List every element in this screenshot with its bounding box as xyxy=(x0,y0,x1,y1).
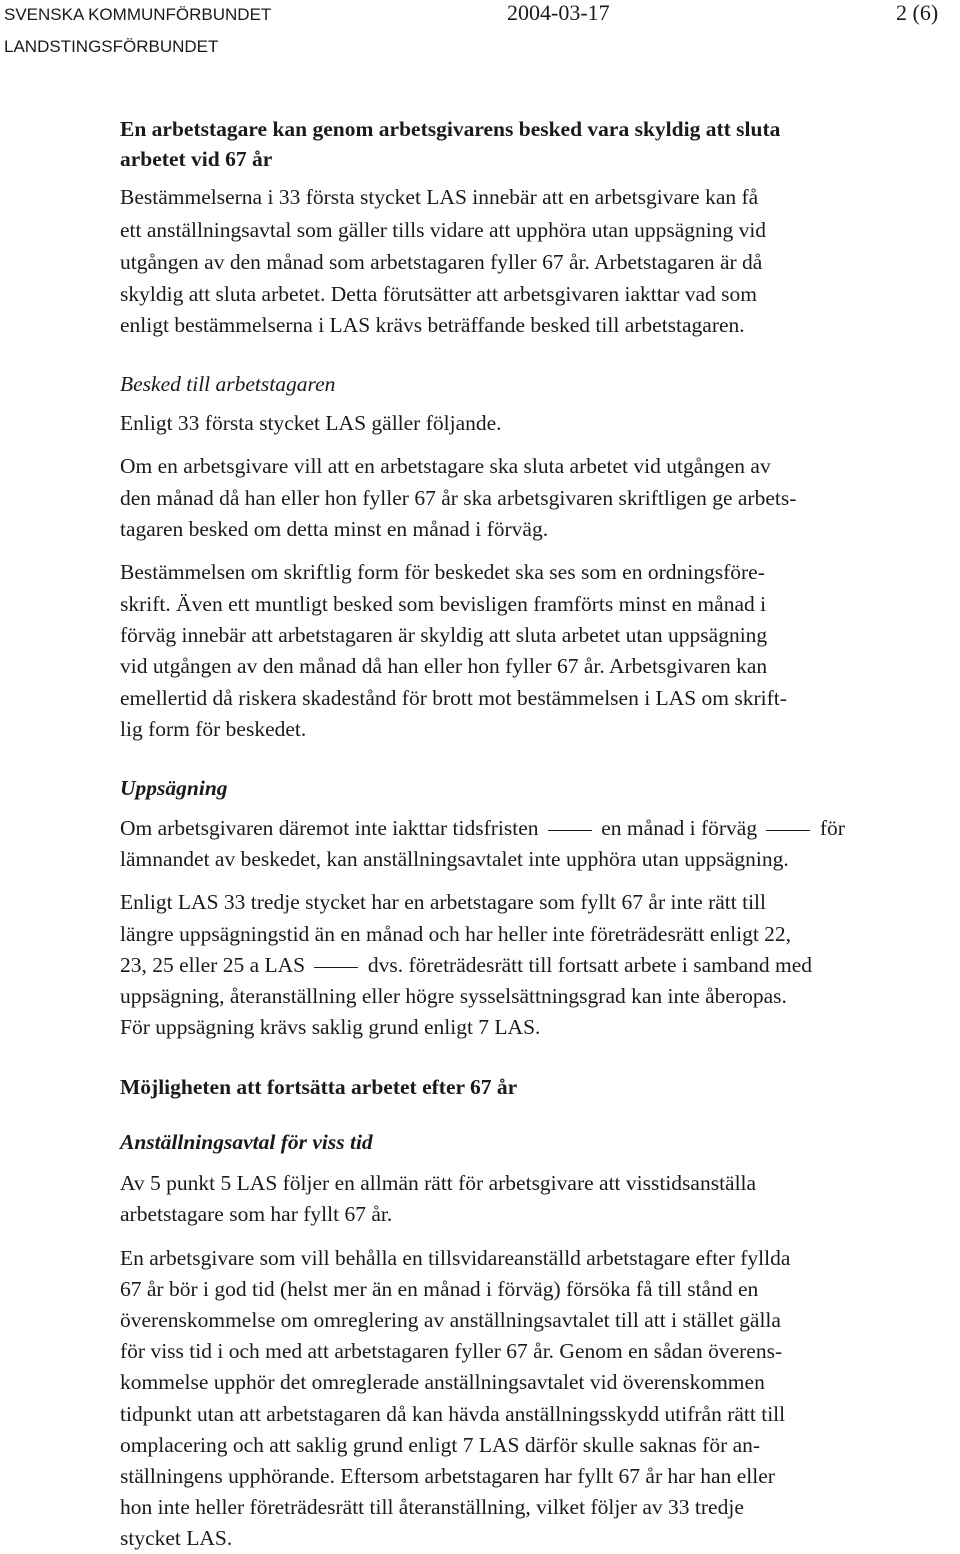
heading-anstallningsavtal: Anställningsavtal för viss tid xyxy=(120,1130,373,1154)
heading-mojligheten: Möjligheten att fortsätta arbetet efter 67 år xyxy=(120,1075,518,1099)
paragraph-line: För uppsägning krävs saklig grund enligt 7 LAS. xyxy=(120,1015,541,1039)
paragraph-line: lig form för beskedet. xyxy=(120,717,307,741)
paragraph-line: Av 5 punkt 5 LAS följer en allmän rätt för arbetsgivare att visstidsanställa xyxy=(120,1171,757,1195)
paragraph-line: förväg innebär att arbetstagaren är skyldig att sluta arbetet utan uppsägning xyxy=(120,623,768,647)
paragraph-line: kommelse upphör det omreglerade anställningsavtalet vid överenskommen xyxy=(120,1370,765,1394)
document-body xyxy=(120,0,910,1554)
heading-besked: Besked till arbetstagaren xyxy=(120,372,336,396)
paragraph-line: uppsägning, återanställning eller högre sysselsättningsgrad kan inte åberopas. xyxy=(120,984,787,1008)
paragraph-line: utgången av den månad som arbetstagaren fyller 67 år. Arbetstagaren är då xyxy=(120,250,763,274)
paragraph-line: emellertid då riskera skadestånd för brott mot bestämmelsen i LAS om skrift- xyxy=(120,686,787,710)
paragraph-line: En arbetsgivare som vill behålla en tillsvidareanställd arbetstagare efter fyllda xyxy=(120,1246,791,1270)
paragraph-line: ställningens upphörande. Eftersom arbetstagaren har fyllt 67 år har han eller xyxy=(120,1464,775,1488)
org-name-1: SVENSKA KOMMUNFÖRBUNDET xyxy=(4,5,272,24)
paragraph-line: Enligt LAS 33 tredje stycket har en arbetstagare som fyllt 67 år inte rätt till xyxy=(120,890,767,914)
paragraph-line: skrift. Även ett muntligt besked som bevisligen framförts minst en månad i xyxy=(120,592,767,616)
paragraph-line: skyldig att sluta arbetet. Detta förutsätter att arbetsgivaren iakttar vad som xyxy=(120,282,758,306)
paragraph-line xyxy=(120,818,845,840)
paragraph-line: stycket LAS. xyxy=(120,1526,233,1550)
document-date: 2004-03-17 xyxy=(507,0,610,25)
paragraph-line: Bestämmelsen om skriftlig form för beskedet ska ses som en ordningsföre- xyxy=(120,560,765,584)
paragraph-line: arbetstagare som har fyllt 67 år. xyxy=(120,1202,393,1226)
paragraph-line: 67 år bör i god tid (helst mer än en månad i förväg) försöka få till stånd en xyxy=(120,1277,759,1301)
heading-skyldig-line-2: arbetet vid 67 år xyxy=(120,147,273,171)
paragraph-line: längre uppsägningstid än en månad och har heller inte företrädesrätt enligt 22, xyxy=(120,922,792,946)
heading-skyldig-line-1: En arbetstagare kan genom arbetsgivarens besked vara skyldig att sluta xyxy=(120,117,781,141)
heading-uppsagning: Uppsägning xyxy=(120,776,228,800)
text-segment: en månad i förväg xyxy=(601,816,758,840)
paragraph-line xyxy=(120,955,812,977)
paragraph-line: Enligt 33 första stycket LAS gäller följande. xyxy=(120,411,502,435)
paragraph-line: Bestämmelserna i 33 första stycket LAS innebär att en arbetsgivare kan få xyxy=(120,185,759,209)
text-segment: Om arbetsgivaren däremot inte iakttar tidsfristen xyxy=(120,816,539,840)
org-name-2: LANDSTINGSFÖRBUNDET xyxy=(4,37,219,56)
em-dash xyxy=(766,830,810,831)
paragraph-line: tidpunkt utan att arbetstagaren då kan hävda anställningsskydd utifrån rätt till xyxy=(120,1402,786,1426)
paragraph-line: vid utgången av den månad då han eller hon fyller 67 år. Arbetsgivaren kan xyxy=(120,654,768,678)
text-segment: 23, 25 eller 25 a LAS xyxy=(120,953,306,977)
paragraph-line: enligt bestämmelserna i LAS krävs beträffande besked till arbetstagaren. xyxy=(120,313,745,337)
paragraph-line: ett anställningsavtal som gäller tills vidare att upphöra utan uppsägning vid xyxy=(120,218,767,242)
em-dash xyxy=(314,967,358,968)
paragraph-line: lämnandet av beskedet, kan anställningsavtalet inte upphöra utan uppsägning. xyxy=(120,847,789,871)
text-segment: för xyxy=(819,816,845,840)
text-segment: dvs. företrädesrätt till fortsatt arbete i samband med xyxy=(367,953,813,977)
paragraph-line: överenskommelse om omreglering av anställningsavtalet till att i stället gälla xyxy=(120,1308,781,1332)
paragraph-line: omplacering och att saklig grund enligt 7 LAS därför skulle saknas för an- xyxy=(120,1433,761,1457)
paragraph-line: hon inte heller företrädesrätt till återanställning, vilket följer av 33 tredje xyxy=(120,1495,744,1519)
paragraph-line: Om en arbetsgivare vill att en arbetstagare ska sluta arbetet vid utgången av xyxy=(120,454,771,478)
paragraph-line: för viss tid i och med att arbetstagaren fyller 67 år. Genom en sådan överens- xyxy=(120,1339,783,1363)
page-number: 2 (6) xyxy=(896,0,939,25)
paragraph-line: tagaren besked om detta minst en månad i förväg. xyxy=(120,517,549,541)
paragraph-line: den månad då han eller hon fyller 67 år ska arbetsgivaren skriftligen ge arbets- xyxy=(120,486,797,510)
em-dash xyxy=(548,830,592,831)
